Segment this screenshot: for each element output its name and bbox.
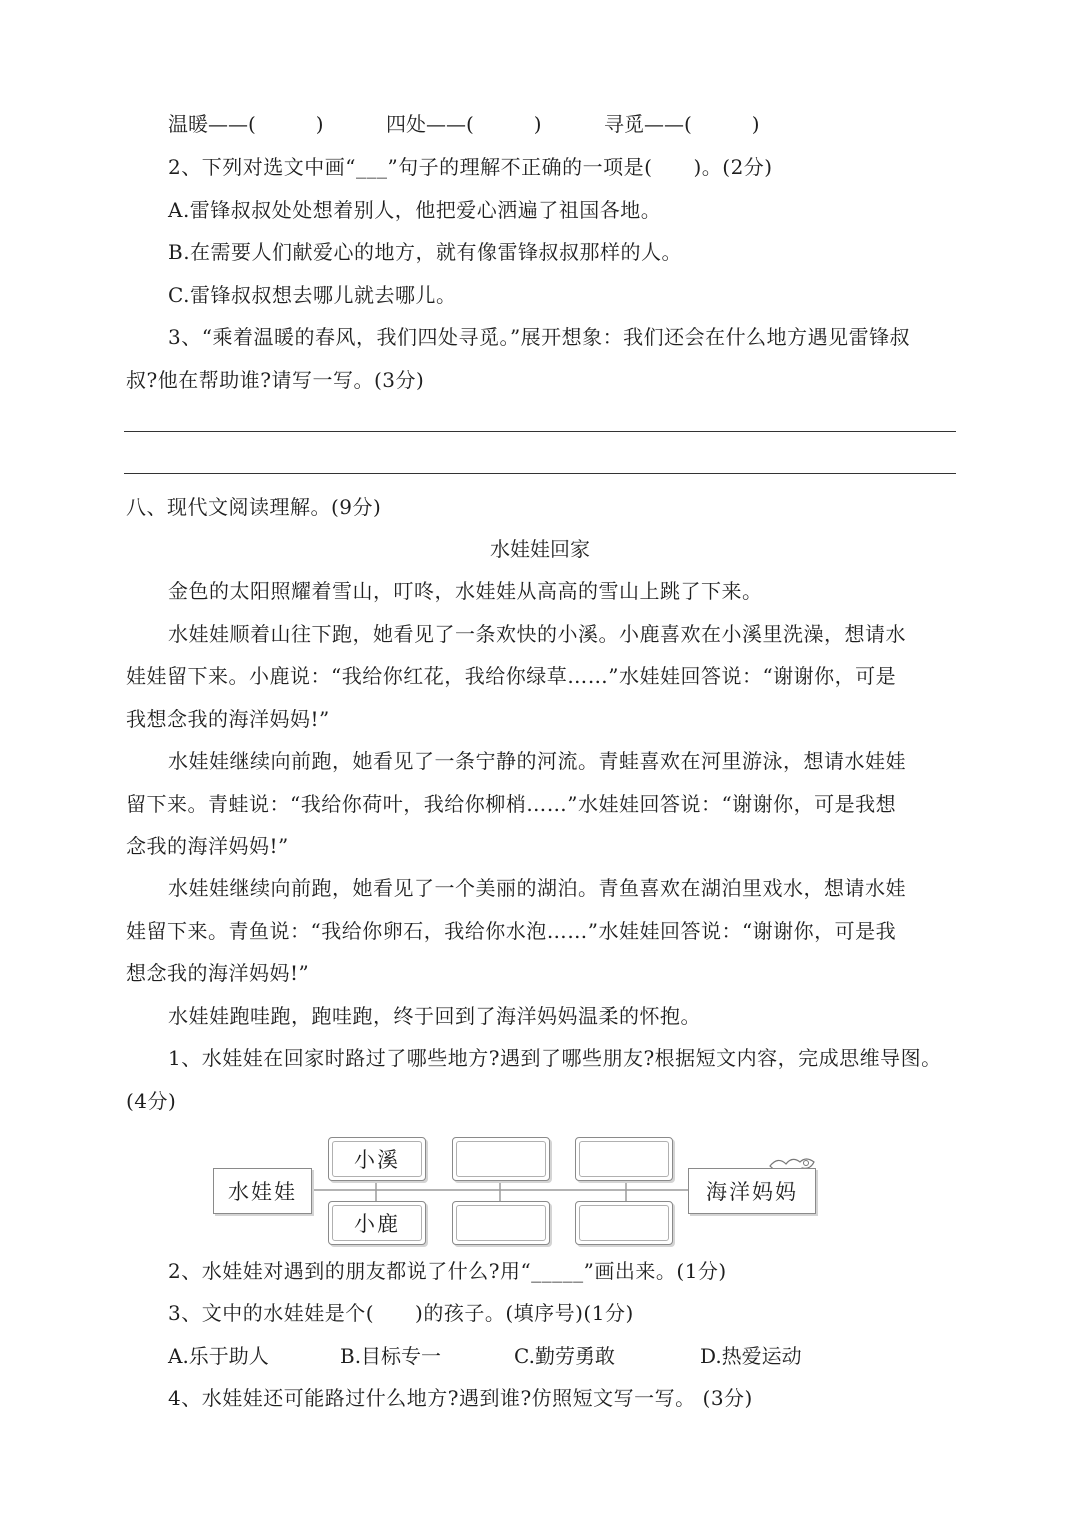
- fill-item-warm[interactable]: 温暖——( ): [168, 112, 324, 136]
- paragraph-line: 水娃娃顺着山往下跑，她看见了一条欢快的小溪。小鹿喜欢在小溪里洗澡，想请水: [168, 622, 906, 646]
- fill-item-seek[interactable]: 寻觅——( ): [604, 112, 760, 136]
- paragraph-line: 想念我的海洋妈妈!”: [126, 961, 310, 985]
- section-heading: 八、现代文阅读理解。(9分): [126, 495, 382, 519]
- q3-option-d[interactable]: D.热爱运动: [700, 1344, 802, 1368]
- answer-line-1[interactable]: [124, 431, 956, 432]
- question-2: 2、下列对选文中画“___”句子的理解不正确的一项是( )。(2分): [168, 155, 773, 179]
- mindmap-top-box-1: 小溪: [328, 1137, 426, 1181]
- mindmap-start-node: 水娃娃: [213, 1168, 312, 1214]
- question-2b: 2、水娃娃对遇到的朋友都说了什么?用“_____”画出来。(1分): [168, 1259, 727, 1283]
- mindmap-bottom-box-2[interactable]: [452, 1201, 550, 1245]
- paragraph-line: 我想念我的海洋妈妈!”: [126, 707, 330, 731]
- paragraph-line: 水娃娃跑哇跑，跑哇跑，终于回到了海洋妈妈温柔的怀抱。: [168, 1004, 701, 1028]
- q3-option-b[interactable]: B.目标专一: [340, 1344, 442, 1368]
- question-3-line2: 叔?他在帮助谁?请写一写。(3分): [126, 368, 425, 392]
- paragraph-line: 水娃娃继续向前跑，她看见了一条宁静的河流。青蛙喜欢在河里游泳，想请水娃娃: [168, 749, 906, 773]
- paragraph-line: 金色的太阳照耀着雪山，叮咚，水娃娃从高高的雪山上跳了下来。: [168, 579, 763, 603]
- fill-item-everywhere[interactable]: 四处——( ): [386, 112, 542, 136]
- paragraph-line: 娃娃留下来。小鹿说：“我给你红花，我给你绿草……”水娃娃回答说：“谢谢你，可是: [126, 664, 897, 688]
- q2-option-a[interactable]: A.雷锋叔叔处处想着别人，他把爱心洒遍了祖国各地。: [168, 198, 662, 222]
- mindmap-end-node: 海洋妈妈: [688, 1168, 816, 1214]
- mindmap-top-box-2[interactable]: [452, 1137, 550, 1181]
- q2-option-c[interactable]: C.雷锋叔叔想去哪儿就去哪儿。: [168, 283, 457, 307]
- mindmap-bottom-box-3[interactable]: [575, 1201, 673, 1245]
- paragraph-line: 留下来。青蛙说：“我给你荷叶，我给你柳梢……”水娃娃回答说：“谢谢你，可是我想: [126, 792, 897, 816]
- q3-option-a[interactable]: A.乐于助人: [168, 1344, 269, 1368]
- mindmap-bottom-box-1: 小鹿: [328, 1201, 426, 1245]
- question-3b: 3、文中的水娃娃是个( )的孩子。(填序号)(1分): [168, 1301, 634, 1325]
- mindmap-top-box-3[interactable]: [575, 1137, 673, 1181]
- answer-line-2[interactable]: [124, 473, 956, 474]
- q1-line1: 1、水娃娃在回家时路过了哪些地方?遇到了哪些朋友?根据短文内容，完成思维导图。: [168, 1046, 942, 1070]
- q2-option-b[interactable]: B.在需要人们献爱心的地方，就有像雷锋叔叔那样的人。: [168, 240, 683, 264]
- paragraph-line: 水娃娃继续向前跑，她看见了一个美丽的湖泊。青鱼喜欢在湖泊里戏水，想请水娃: [168, 876, 906, 900]
- question-3-line1: 3、“乘着温暖的春风，我们四处寻觅。”展开想象：我们还会在什么地方遇见雷锋叔: [168, 325, 911, 349]
- paragraph-line: 念我的海洋妈妈!”: [126, 834, 289, 858]
- q3-option-c[interactable]: C.勤劳勇敢: [514, 1344, 615, 1368]
- paragraph-line: 娃留下来。青鱼说：“我给你卵石，我给你水泡……”水娃娃回答说：“谢谢你，可是我: [126, 919, 897, 943]
- q1-line2: (4分): [126, 1089, 177, 1113]
- story-title: 水娃娃回家: [490, 537, 590, 561]
- question-4: 4、水娃娃还可能路过什么地方?遇到谁?仿照短文写一写。 (3分): [168, 1386, 753, 1410]
